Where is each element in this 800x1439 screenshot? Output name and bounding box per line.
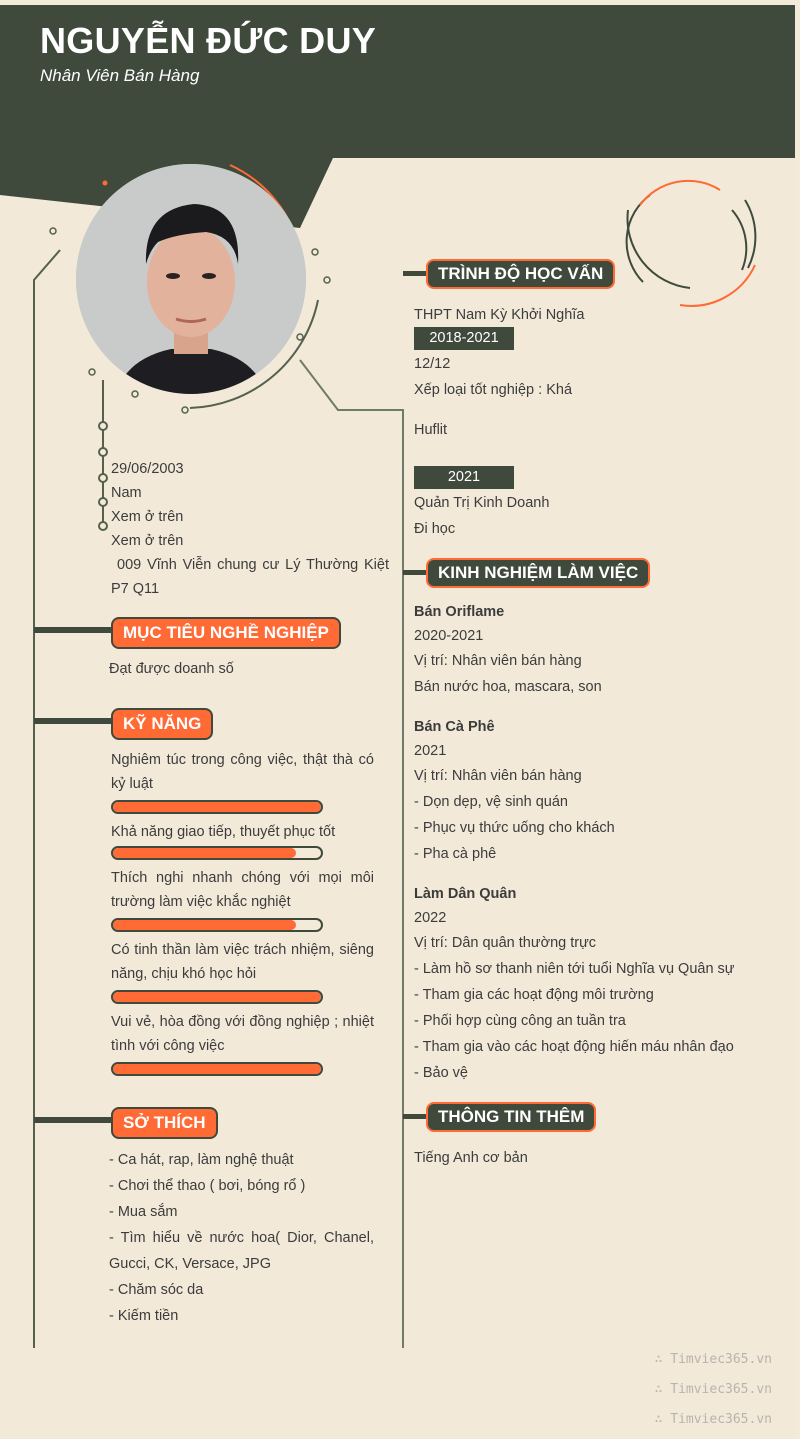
candidate-role: Nhân Viên Bán Hàng: [40, 66, 200, 85]
skill-label: Thích nghi nhanh chóng với mọi môi trường làm việc khắc nghiệt: [111, 870, 374, 910]
job-line: Vị trí: Dân quân thường trực: [414, 935, 597, 951]
hobby-item: - Mua sắm: [109, 1204, 178, 1220]
job-entry: [414, 600, 602, 700]
hobbies-list: [109, 1147, 374, 1329]
job-line: - Bảo vệ: [414, 1065, 468, 1081]
phone-text: Xem ở trên: [111, 509, 184, 525]
job-line: - Tham gia các hoạt động môi trường: [414, 987, 654, 1003]
education-school: THPT Nam Kỳ Khởi Nghĩa: [414, 307, 585, 323]
email-text: Xem ở trên: [111, 533, 184, 549]
section-title-objective: MỤC TIÊU NGHỀ NGHIỆP: [111, 617, 341, 649]
job-entry: [414, 882, 735, 1086]
education-status: Đi học: [414, 521, 456, 537]
additional-text: Tiếng Anh cơ bản: [414, 1150, 528, 1166]
watermark-text: ∴ Timviec365.vn: [654, 1352, 772, 1367]
job-entry: [414, 715, 615, 867]
education-years: 2018-2021: [414, 327, 514, 350]
dob-text: 29/06/2003: [111, 461, 184, 477]
person-portrait-icon: [76, 164, 306, 394]
gender-text: Nam: [111, 485, 142, 501]
candidate-name: NGUYỄN ĐỨC DUY: [40, 20, 377, 61]
education-result: Xếp loại tốt nghiệp : Khá: [414, 382, 573, 398]
profile-photo: [76, 164, 306, 394]
skill-bar: [111, 800, 323, 814]
watermark-text: ∴ Timviec365.vn: [654, 1382, 772, 1397]
education-grade: 12/12: [414, 356, 451, 372]
job-line: Bán nước hoa, mascara, son: [414, 679, 602, 695]
hobby-item: - Ca hát, rap, làm nghệ thuật: [109, 1152, 294, 1168]
objective-text: Đạt được doanh số: [109, 661, 234, 677]
job-line: - Làm hồ sơ thanh niên tới tuổi Nghĩa vụ Quân sự: [414, 961, 735, 977]
skill-bar-fill: [113, 802, 321, 812]
address-text: 009 Vĩnh Viễn chung cư Lý Thường Kiệt P7 Q11: [111, 557, 389, 597]
job-years: 2022: [414, 910, 447, 926]
section-title-additional: THÔNG TIN THÊM: [426, 1102, 596, 1132]
job-line: Vị trí: Nhân viên bán hàng: [414, 768, 582, 784]
job-years: 2020-2021: [414, 628, 484, 644]
skill-label: Có tinh thần làm việc trách nhiệm, siêng năng, chịu khó học hỏi: [111, 942, 374, 982]
job-line: - Phục vụ thức uống cho khách: [414, 820, 615, 836]
education-school: Huflit: [414, 422, 448, 438]
job-line: - Dọn dẹp, vệ sinh quán: [414, 794, 568, 810]
skill-label: Vui vẻ, hòa đồng với đồng nghiệp ; nhiệt tình với công việc: [111, 1014, 374, 1054]
education-years: 2021: [414, 466, 514, 489]
skill-bar-fill: [113, 848, 296, 858]
skill-bar: [111, 1062, 323, 1076]
section-title-experience: KINH NGHIỆM LÀM VIỆC: [426, 558, 650, 588]
job-company: Bán Oriflame: [414, 604, 505, 620]
skill-label: Khả năng giao tiếp, thuyết phục tốt: [111, 824, 336, 840]
job-years: 2021: [414, 743, 447, 759]
hobby-item: - Tìm hiểu về nước hoa( Dior, Chanel, Gucci, CK, Versace, JPG: [109, 1230, 374, 1272]
job-line: Vị trí: Nhân viên bán hàng: [414, 653, 582, 669]
section-title-education: TRÌNH ĐỘ HỌC VẤN: [426, 259, 615, 289]
skill-bar: [111, 846, 323, 860]
skill-label: Nghiêm túc trong công việc, thật thà có kỷ luật: [111, 752, 374, 792]
skill-bar: [111, 918, 323, 932]
watermark-text: ∴ Timviec365.vn: [654, 1412, 772, 1427]
job-line: - Pha cà phê: [414, 846, 497, 862]
education-major: Quản Trị Kinh Doanh: [414, 495, 550, 511]
job-company: Bán Cà Phê: [414, 719, 495, 735]
skill-bar-fill: [113, 920, 296, 930]
job-line: - Tham gia vào các hoạt động hiến máu nhân đạo: [414, 1039, 734, 1055]
section-title-hobbies: SỞ THÍCH: [111, 1107, 218, 1139]
section-title-skills: KỸ NĂNG: [111, 708, 213, 740]
hobby-item: - Chăm sóc da: [109, 1282, 204, 1298]
hobby-item: - Kiếm tiền: [109, 1308, 179, 1324]
skill-bar-fill: [113, 992, 321, 1002]
hobby-item: - Chơi thể thao ( bơi, bóng rổ ): [109, 1178, 306, 1194]
job-company: Làm Dân Quân: [414, 886, 517, 902]
skill-bar-fill: [113, 1064, 321, 1074]
job-line: - Phối hợp cùng công an tuần tra: [414, 1013, 626, 1029]
skill-bar: [111, 990, 323, 1004]
